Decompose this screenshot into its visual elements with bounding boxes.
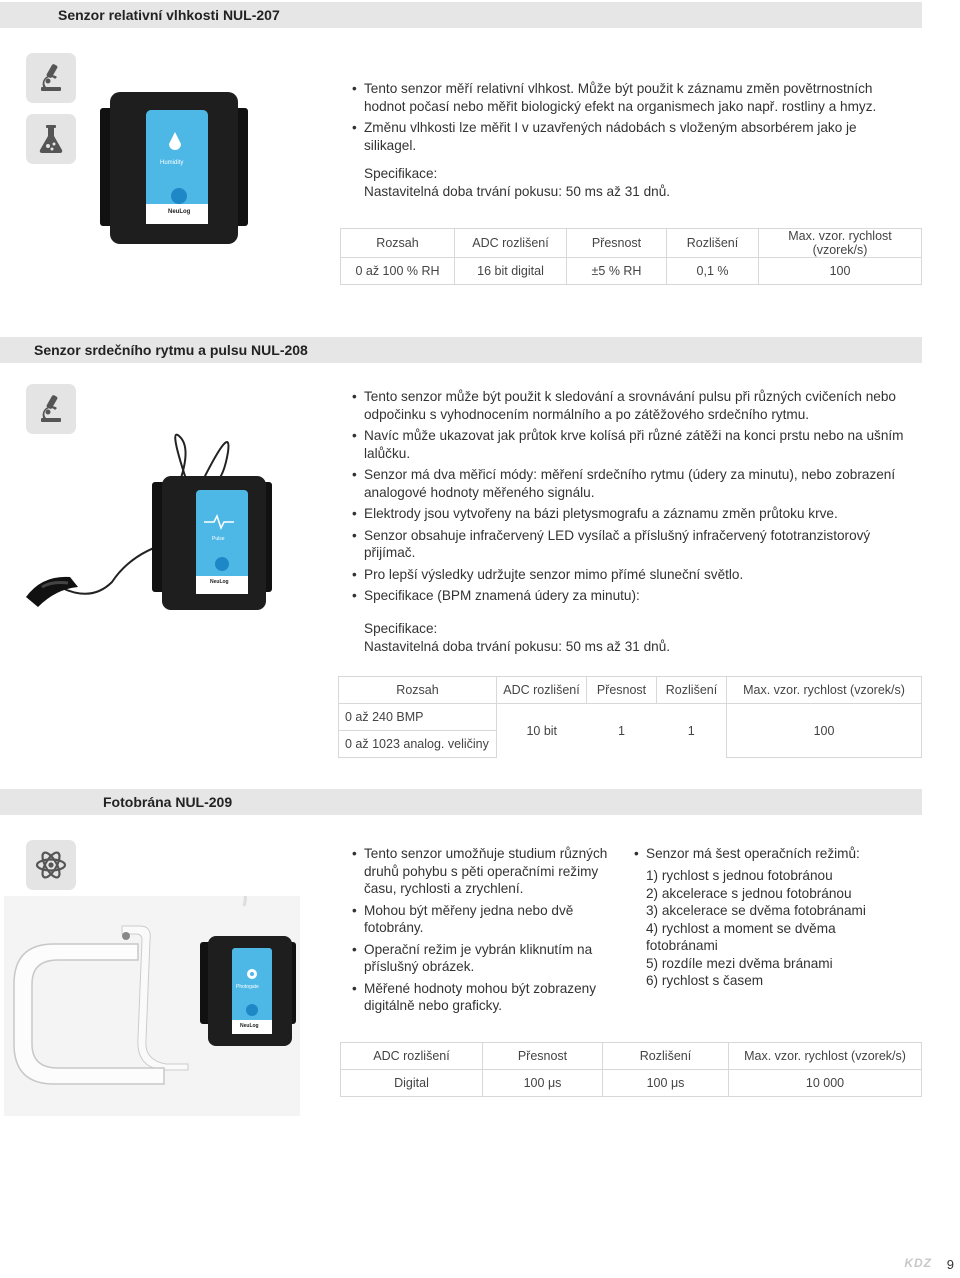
list-item: • Senzor obsahuje infračervený LED vysílač a příslušný infračervený fototranzistorový přijímač. [352, 527, 912, 562]
section-header-humidity [0, 2, 922, 28]
spec-label: Specifikace: [364, 166, 438, 181]
list-item: • Specifikace (BPM znamená údery za minutu): [352, 587, 912, 605]
table-cell: 10 000 [729, 1070, 922, 1097]
table-row [341, 258, 922, 285]
table-header-cell: Max. vzor. rychlost (vzorek/s) [729, 1043, 922, 1070]
section-title: Senzor srdečního rytmu a pulsu NUL-208 [34, 342, 308, 358]
pulse-table [338, 676, 922, 758]
table-cell: ±5 % RH [567, 258, 667, 285]
table-header-cell: Max. vzor. rychlost (vzorek/s) [727, 677, 922, 704]
list-item: • Senzor má dva měřicí módy: měření srdečního rytmu (údery za minutu), nebo zobrazení analogové hodnoty měřeného signálu. [352, 466, 912, 501]
list-item: • Měřené hodnoty mohou být zobrazeny digitálně nebo graficky. [352, 980, 632, 1015]
table-cell: 10 bit [526, 723, 558, 738]
table-header-cell: Přesnost [483, 1043, 603, 1070]
photogate-modes [646, 867, 896, 990]
spec-text: Nastavitelná doba trvání pokusu: 50 ms až 31 dnů. [364, 183, 671, 199]
list-item: • Elektrody jsou vytvořeny na bázi pletysmografu a záznamu změn průtoku krve. [352, 505, 912, 523]
humidity-table [340, 228, 922, 285]
section-title: Senzor relativní vlhkosti NUL-207 [58, 7, 280, 23]
atom-icon [26, 840, 76, 890]
list-item: • Tento senzor měří relativní vlhkost. Může být použit k záznamu změn povětrnostních hodnot počasí nebo měřit biologický efekt na organismech jako např. rostliny a hmyz. [352, 80, 912, 115]
mode-item: 5) rozdíle mezi dvěma bránami [646, 955, 833, 971]
table-header-cell: ADC rozlišení [341, 1043, 483, 1070]
table-cell: 0 až 1023 analog. veličiny [339, 731, 497, 758]
section-header-photogate [0, 789, 922, 815]
humidity-sensor-device [100, 92, 248, 244]
table-header-cell: Přesnost [567, 229, 667, 258]
pulse-sensor-device [22, 432, 272, 612]
device-label: Pulse [212, 536, 225, 542]
device-brand: NeuLog [210, 579, 229, 585]
mode-item: 1) rychlost s jednou fotobránou [646, 868, 833, 883]
table-cell: 100 [759, 258, 922, 285]
table-header-cell: Rozsah [339, 677, 497, 704]
flask-icon [26, 114, 76, 164]
device-brand: NeuLog [168, 209, 191, 215]
table-header-cell: Rozsah [341, 229, 455, 258]
table-row [339, 704, 922, 731]
table-cell: 0,1 % [667, 258, 759, 285]
page-number: 9 [946, 1257, 954, 1272]
photogate-table [340, 1042, 922, 1097]
list-item: • Senzor má šest operačních režimů: [634, 845, 894, 863]
list-item: • Mohou být měřeny jedna nebo dvě fotobrány. [352, 902, 632, 937]
table-header-cell: Rozlišení [657, 677, 727, 704]
table-header-cell: Rozlišení [603, 1043, 729, 1070]
humidity-bullet-list [352, 80, 912, 158]
photogate-bullet-list-left [352, 845, 632, 1019]
microscope-icon [26, 384, 76, 434]
table-cell: 1 [687, 723, 695, 738]
device-label: Photogate [236, 984, 259, 990]
table-header-cell: ADC rozlišení [455, 229, 567, 258]
table-cell: 0 až 100 % RH [341, 258, 455, 285]
mode-item: 2) akcelerace s jednou fotobránou [646, 885, 852, 901]
footer-logo: KDZ [904, 1256, 932, 1270]
table-cell: 100 μs [603, 1070, 729, 1097]
section-title: Fotobrána NUL-209 [103, 794, 233, 810]
mode-item: 4) rychlost a moment se dvěma fotobránami [646, 920, 836, 953]
table-header-row [341, 229, 922, 258]
list-item: • Tento senzor umožňuje studium různých druhů pohybu s pěti operačními režimy času, rychlosti a zrychlení. [352, 845, 632, 898]
list-item: • Změnu vlhkosti lze měřit I v uzavřených nádobách s vloženým absorbérem jako je silikagel. [352, 119, 912, 154]
pulse-bullet-list [352, 388, 912, 609]
device-label: Humidity [160, 160, 184, 166]
table-cell: Digital [341, 1070, 483, 1097]
table-header-cell: Rozlišení [667, 229, 759, 258]
spec-label: Specifikace: [364, 621, 438, 636]
table-header-cell: Max. vzor. rychlost (vzorek/s) [759, 229, 922, 258]
mode-item: 6) rychlost s časem [646, 973, 764, 988]
list-item: • Operační režim je vybrán kliknutím na příslušný obrázek. [352, 941, 632, 976]
device-brand: NeuLog [240, 1023, 259, 1029]
list-item: • Tento senzor může být použit k sledování a srovnávání pulsu při různých cvičeních nebo odpočinku s vyhodnocením normálního a po zátěžového srdečního rytmu. [352, 388, 912, 423]
table-cell: 0 až 240 BMP [339, 704, 497, 731]
list-item: • Navíc může ukazovat jak průtok krve kolísá při různé zátěži na konci prstu nebo na ušním lalůčku. [352, 427, 912, 462]
table-cell: 100 [727, 704, 922, 758]
table-header-row [339, 677, 922, 704]
table-cell: 1 [618, 723, 625, 738]
table-header-cell: ADC rozlišení [497, 677, 587, 704]
photogate-modes-list [634, 845, 894, 869]
table-row [341, 1070, 922, 1097]
pulse-spec [364, 620, 904, 655]
photogate-device [4, 896, 300, 1116]
table-cell: 100 μs [483, 1070, 603, 1097]
table-header-cell: Přesnost [587, 677, 657, 704]
section-header-pulse [0, 337, 922, 363]
table-header-row [341, 1043, 922, 1070]
list-item: • Pro lepší výsledky udržujte senzor mimo přímé sluneční světlo. [352, 566, 912, 584]
microscope-icon [26, 53, 76, 103]
spec-text: Nastavitelná doba trvání pokusu: 50 ms až 31 dnů. [364, 638, 671, 654]
table-cell: 16 bit digital [455, 258, 567, 285]
mode-item: 3) akcelerace se dvěma fotobránami [646, 903, 866, 918]
humidity-spec [364, 165, 904, 200]
